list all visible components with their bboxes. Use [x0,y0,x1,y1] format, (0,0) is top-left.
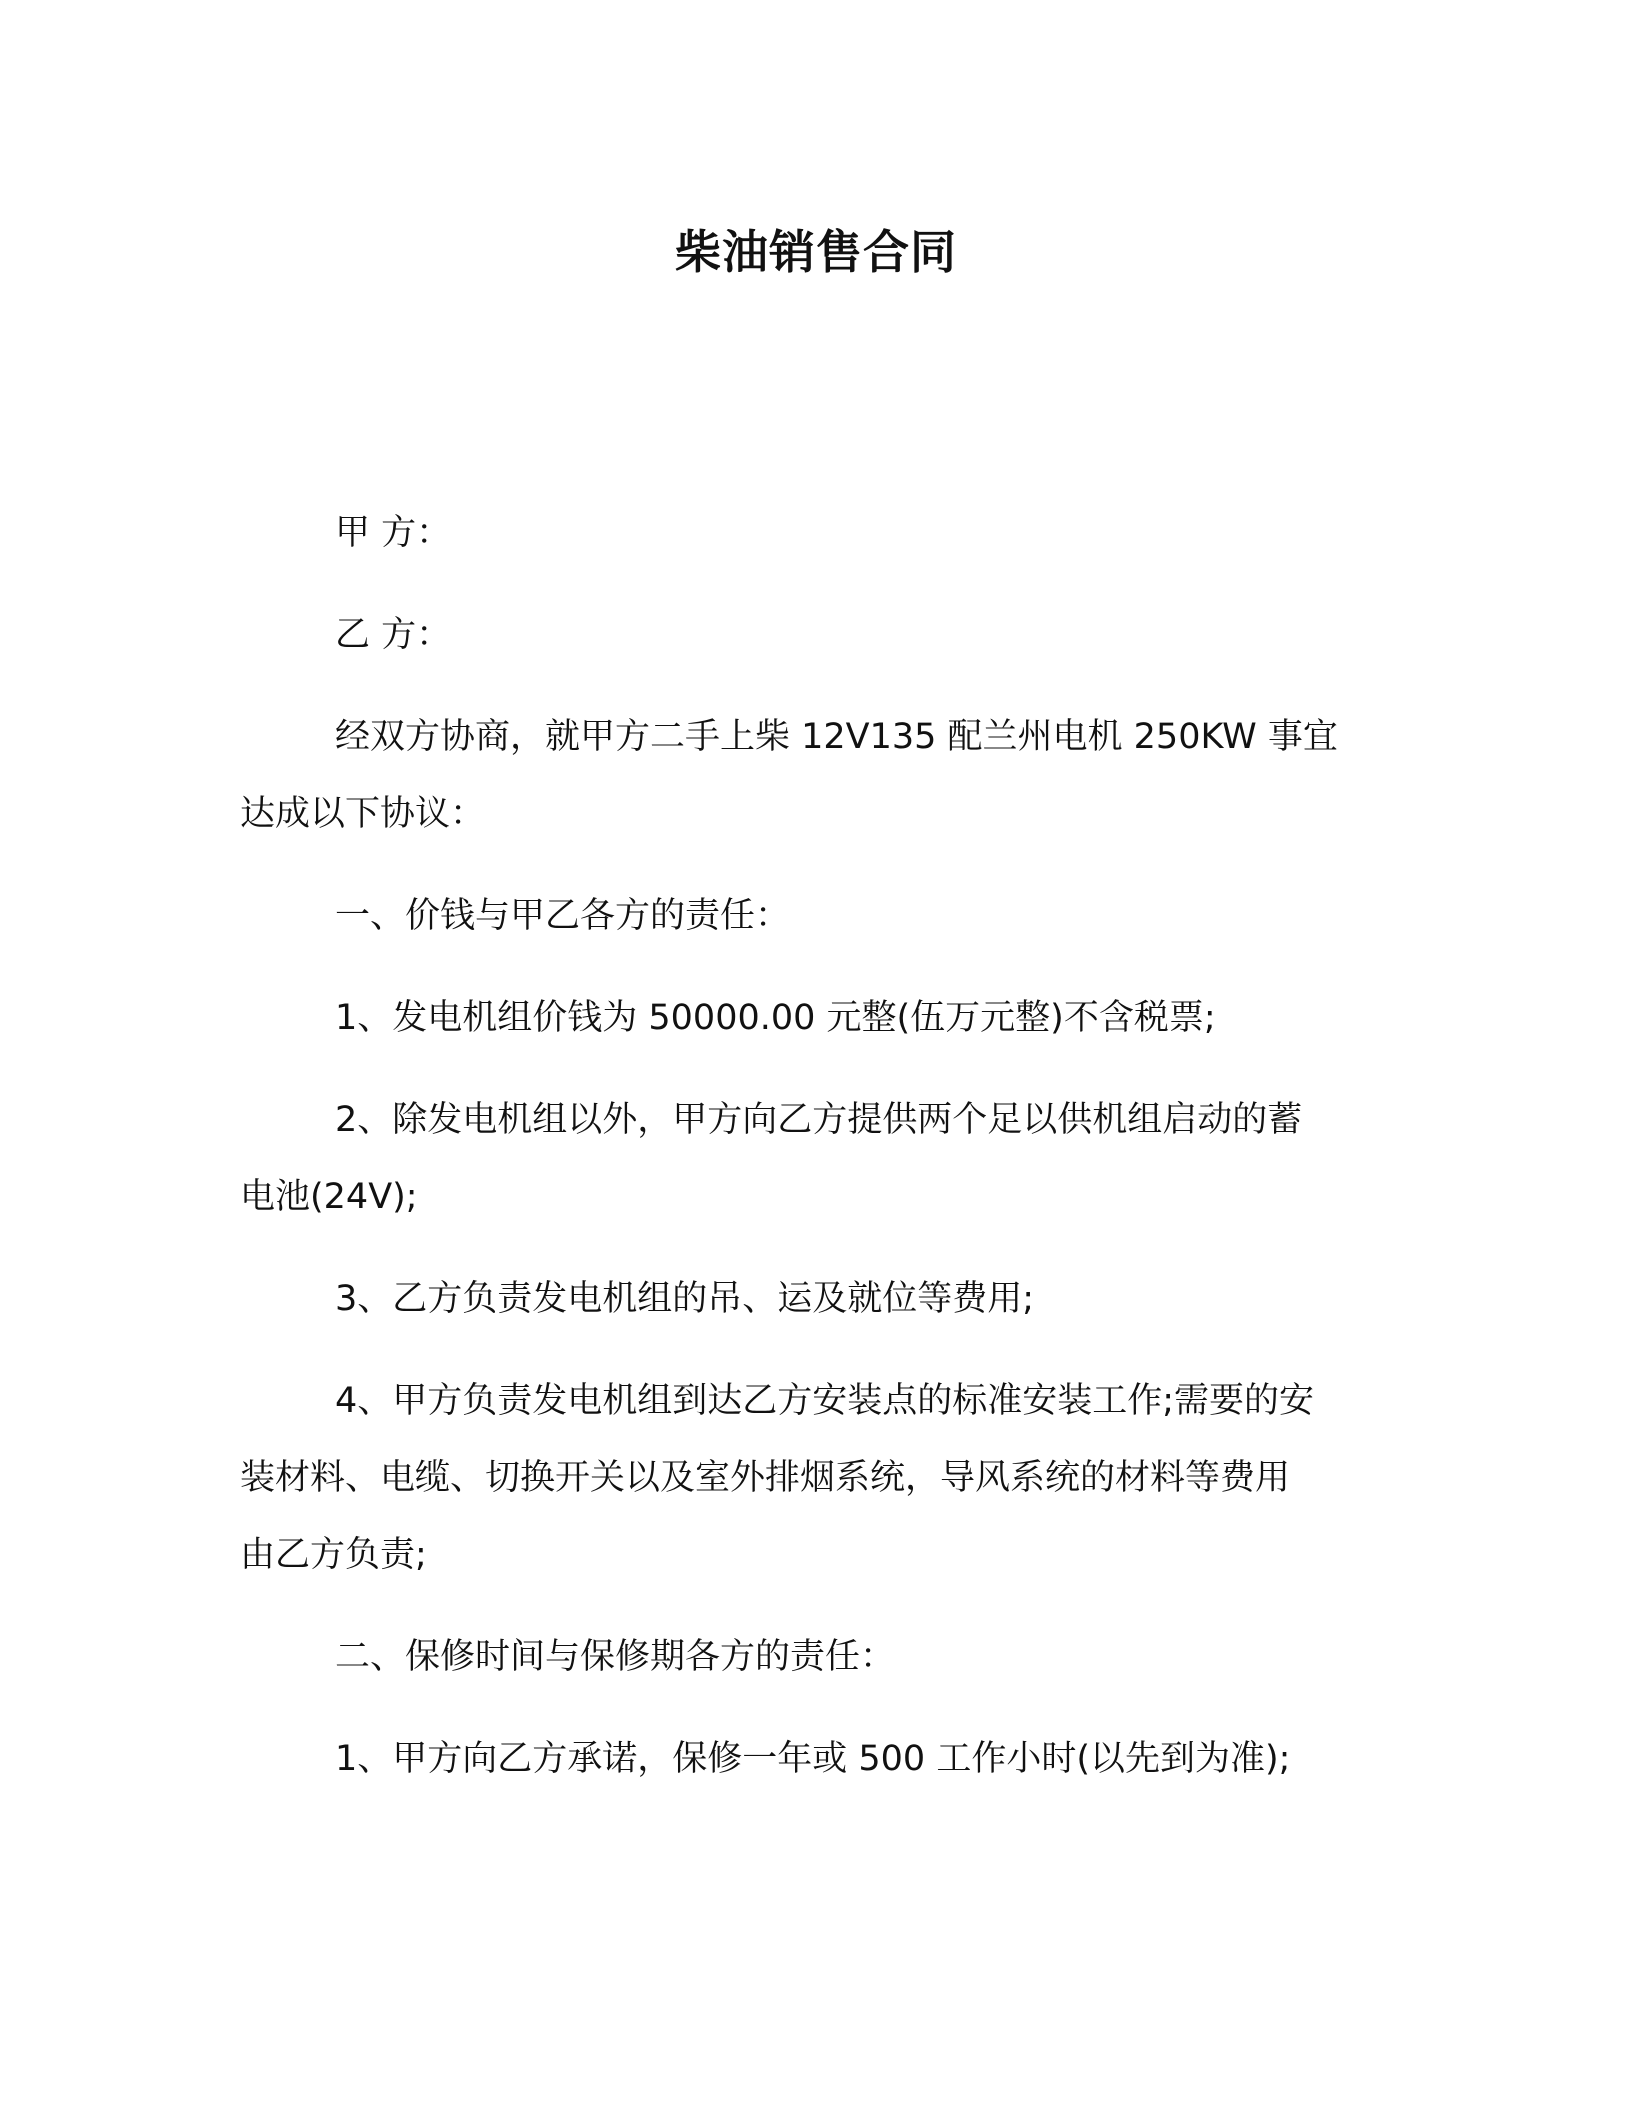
paragraph-party-b [240,597,1370,674]
text-line: 甲 方： [335,513,452,553]
text-line: 1、甲方向乙方承诺，保修一年或 500 工作小时(以先到为准); [335,1739,1291,1779]
clause-1-1 [240,980,1370,1057]
text-line: 1、发电机组价钱为 50000.00 元整(伍万元整)不含税票; [335,998,1216,1038]
text-line: 由乙方负责; [240,1535,427,1575]
clause-2-1 [240,1721,1370,1798]
text-line: 2、除发电机组以外，甲方向乙方提供两个足以供机组启动的蓄 [335,1100,1303,1140]
clause-1-3 [240,1261,1370,1338]
section-heading-1 [240,878,1370,955]
text-line: 经双方协商，就甲方二手上柴 12V135 配兰州电机 250KW 事宜 [335,717,1338,757]
text-line: 一、价钱与甲乙各方的责任： [335,896,791,936]
clause-1-2 [240,1082,1370,1236]
section-heading-2 [240,1619,1370,1696]
document-body [240,495,1370,1823]
text-line: 乙 方： [335,615,452,655]
document-title: 柴油销售合同 [675,225,957,279]
text-line: 装材料、电缆、切换开关以及室外排烟系统，导风系统的材料等费用 [240,1458,1291,1498]
paragraph-intro [240,699,1370,853]
paragraph-party-a [240,495,1370,572]
text-line: 达成以下协议： [240,794,486,834]
text-line: 3、乙方负责发电机组的吊、运及就位等费用; [335,1279,1035,1319]
text-line: 二、保修时间与保修期各方的责任： [335,1637,896,1677]
text-line: 4、甲方负责发电机组到达乙方安装点的标准安装工作;需要的安 [335,1381,1315,1421]
clause-1-4 [240,1363,1370,1594]
text-line: 电池(24V); [240,1177,418,1217]
